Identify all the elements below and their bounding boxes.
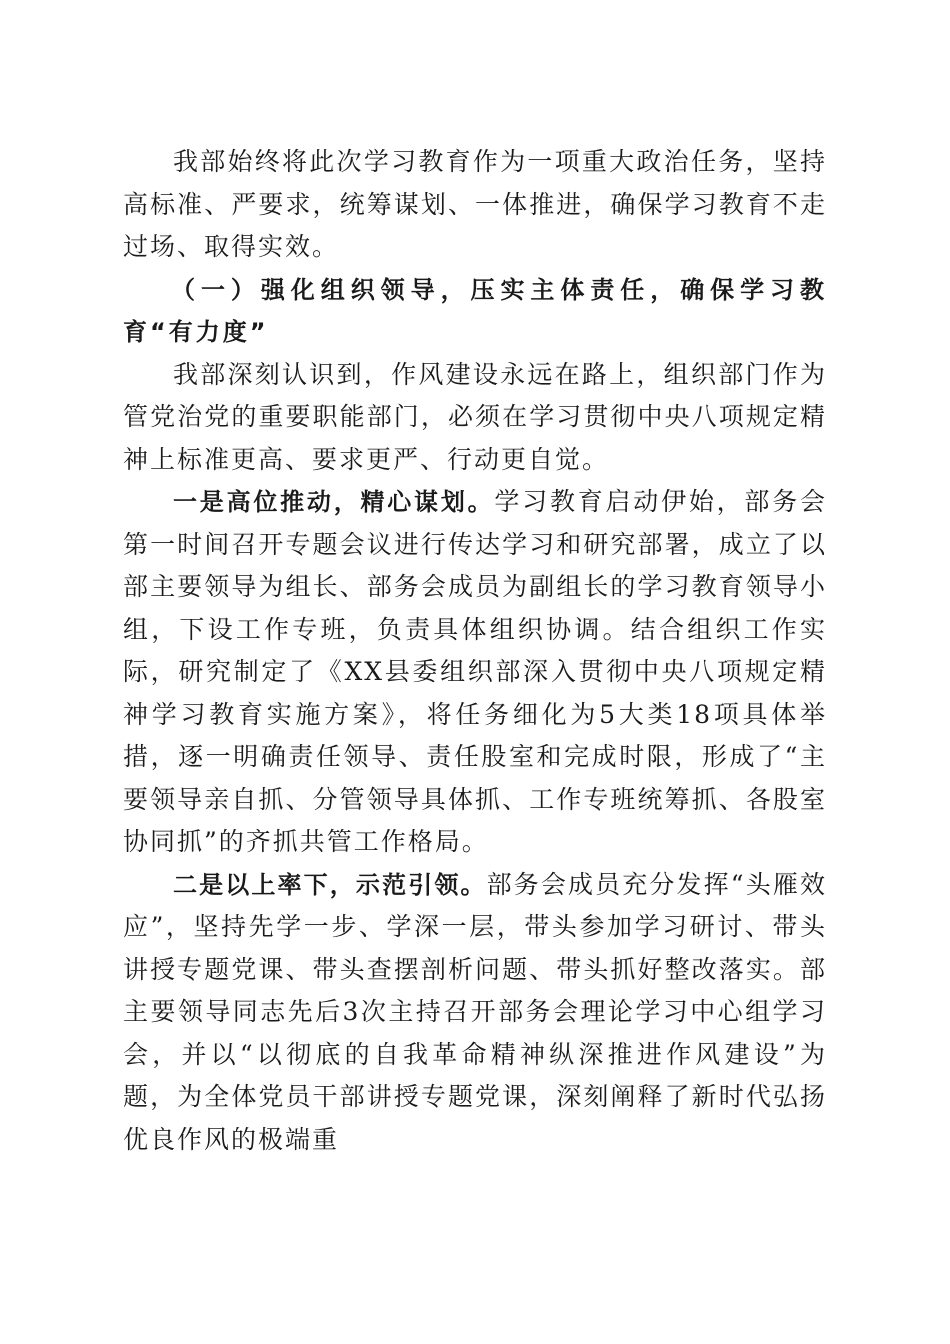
paragraph-awareness: 我部深刻认识到，作风建设永远在路上，组织部门作为管党治党的重要职能部门，必须在学习贯彻中央八项规定精神上标准更高、要求更严、行动更自觉。 <box>123 359 827 474</box>
paragraph-point-two <box>123 864 827 1162</box>
point-one-lead: 一是高位推动，精心谋划。 <box>173 488 495 516</box>
point-one-text: 学习教育启动伊始，部务会第一时间召开专题会议进行传达学习和研究部署，成立了以部主要领导为组长、部务会成员为副组长的学习教育领导小组，下设工作专班，负责具体组织协调。结合组织工作实际，研究制定了《XX县委组织部深入贯彻中央八项规定精神学习教育实施方案》，将任务细化为5大类18项具体举措，逐一明确责任领导、责任股室和完成时限，形成了“主要领导亲自抓、分管领导具体抓、工作专班统筹抓、各股室协同抓”的齐抓共管工作格局。 <box>123 487 827 856</box>
section-heading: （一）强化组织领导，压实主体责任，确保学习教育“有力度” <box>123 275 827 346</box>
point-two-text: 部务会成员充分发挥“头雁效应”，坚持先学一步、学深一层，带头参加学习研讨、带头讲授专题党课、带头查摆剖析问题、带头抓好整改落实。部主要领导同志先后3次主持召开部务会理论学习中心组学习会，并以“以彻底的自我革命精神纵深推进作风建设”为题，为全体党员干部讲授专题党课，深刻阐释了新时代弘扬优良作风的极端重 <box>123 869 827 1154</box>
paragraph-intro: 我部始终将此次学习教育作为一项重大政治任务，坚持高标准、严要求，统筹谋划、一体推进，确保学习教育不走过场、取得实效。 <box>123 147 827 261</box>
document-body <box>123 141 827 1161</box>
paragraph-point-one <box>123 481 827 864</box>
point-two-lead: 二是以上率下，示范引领。 <box>173 870 487 899</box>
